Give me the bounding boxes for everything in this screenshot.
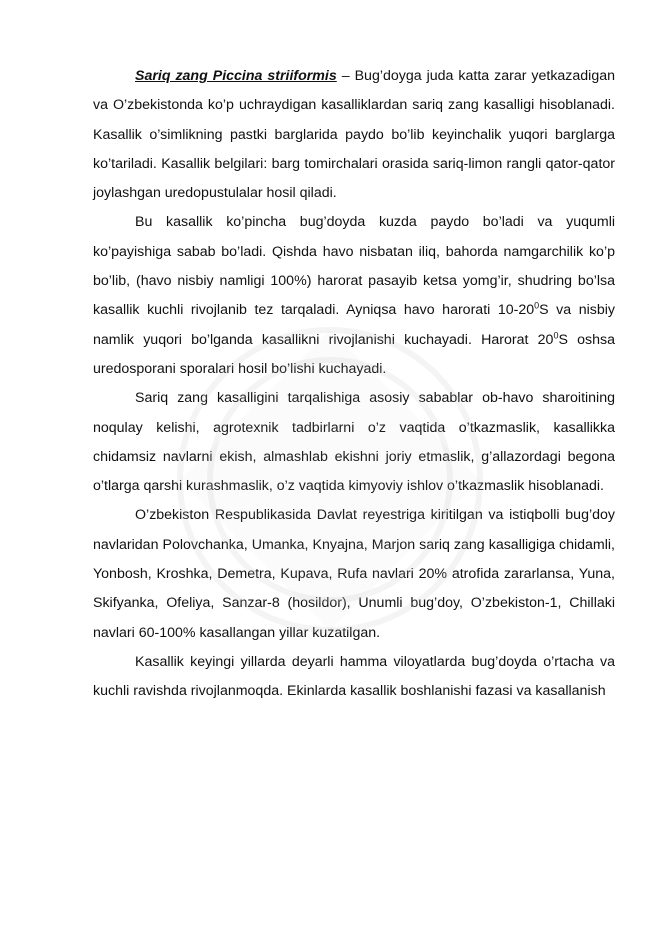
paragraph-2-text-a: Bu kasallik ko’pincha bug’doyda kuzda paydo bo’ladi va yuqumli ko’payishiga sabab bo’ladi. Qishda havo nisbatan iliq, bahorda namgarchilik ko’p bo’lib, (havo nisbiy namligi 100%) harorat pasayib ketsa yomg’ir, shudring bo’lsa kasallik kuchli rivojlanib tez tarqaladi. Ayniqsa havo harorati 10-20 (93, 214, 615, 319)
paragraph-4 (93, 501, 615, 647)
paragraph-5 (93, 648, 615, 707)
paragraph-1 (93, 62, 615, 208)
paragraph-2-text-b: S va nisbiy namlik yuqori bo’lganda kasallikni rivojlanishi kuchayadi. Harorat 20 (93, 302, 615, 348)
document-body (93, 62, 615, 707)
paragraph-1-text: – Bug’doyga juda katta zarar yetkazadigan va O’zbekistonda ko’p uchraydigan kasalliklardan sariq zang kasalligi hisoblanadi. Kasallik o’simlikning pastki barglarida paydo bo’lib keyinchalik yuqori barglarga ko’tariladi. Kasallik belgilari: barg tomirchalari orasida sariq-limon rangli qator-qator joylashgan uredopustulalar hosil qiladi. (93, 68, 616, 202)
degree-superscript: 0 (553, 329, 559, 340)
paragraph-4-text: O’zbekiston Respublikasida Davlat reyestriga kiritilgan va istiqbolli bug’doy navlaridan Polovchanka, Umanka, Knyajna, Marjon sariq zang kasalligiga chidamli, Yonbosh, Kroshka, Demetra, Kupava, Rufa navlari 20% atrofida zararlansa, Yuna, Skifyanka, Ofeliya, Sanzar-8 (hosildor), Unumli bug’doy, O’zbekiston-1, Chillaki navlari 60-100% kasallangan yillar kuzatilgan. (93, 507, 615, 641)
degree-superscript: 0 (534, 300, 540, 311)
paragraph-3-text: Sariq zang kasalligini tarqalishiga asosiy sabablar ob-havo sharoitining noqulay kelishi, agrotexnik tadbirlarni o’z vaqtida o’tkazmaslik, kasallikka chidamsiz navlarni ekish, almashlab ekishni joriy etmaslik, g’allazordagi begona o’tlarga qarshi kurashmaslik, o’z vaqtida kimyoviy ishlov o’tkazmaslik hisoblanadi. (93, 390, 615, 495)
paragraph-1-term: Sariq zang Piccina striiformis (135, 68, 337, 84)
paragraph-2-text-c: S oshsa uredosporani sporalari hosil bo’lishi kuchayadi. (93, 331, 615, 377)
paragraph-5-text: Kasallik keyingi yillarda deyarli hamma viloyatlarda bug’doyda o’rtacha va kuchli ravishda rivojlanmoqda. Ekinlarda kasallik boshlanishi fazasi va kasallanish (93, 653, 615, 700)
paragraph-3 (93, 384, 615, 501)
paragraph-2 (93, 208, 615, 384)
